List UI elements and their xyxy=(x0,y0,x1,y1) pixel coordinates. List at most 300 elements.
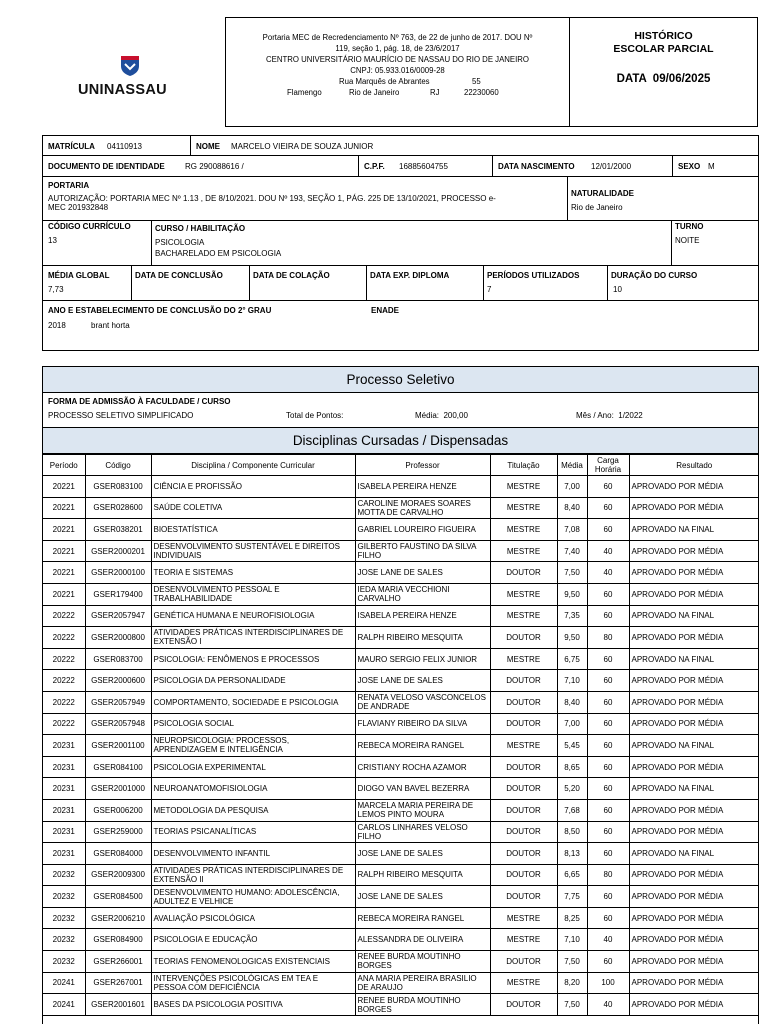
cell-professor: ISABELA PEREIRA HENZE xyxy=(355,605,490,627)
portaria-line-1: Portaria MEC de Recredenciamento Nº 763, de 22 de junho de 2017. DOU Nº xyxy=(262,33,533,42)
document-title-box xyxy=(570,17,758,127)
cell-disciplina: INTERVENÇÕES PSICOLÓGICAS EM TEA E PESSOA COM DEFICIÊNCIA xyxy=(151,972,355,994)
cell-professor: JOSE LANE DE SALES xyxy=(355,886,490,908)
cell-carga-horaria: 40 xyxy=(587,994,629,1016)
curriculo-value: 13 xyxy=(48,236,57,245)
cell-titulacao: DOUTOR xyxy=(490,778,557,800)
conclusao-label: DATA DE CONCLUSÃO xyxy=(135,271,223,280)
cell-resultado: APROVADO POR MÉDIA xyxy=(629,562,759,584)
cell-carga-horaria: 60 xyxy=(587,583,629,605)
naturalidade-value: Rio de Janeiro xyxy=(571,203,623,212)
cell-disciplina: TEORIA E SISTEMAS xyxy=(151,562,355,584)
cell-professor: RALPH RIBEIRO MESQUITA xyxy=(355,864,490,886)
cell-media: 6,65 xyxy=(557,864,587,886)
cell-titulacao: DOUTOR xyxy=(490,843,557,865)
cell-carga-horaria: 60 xyxy=(587,951,629,973)
cell-resultado: APROVADO POR MÉDIA xyxy=(629,799,759,821)
cell-codigo: GSER028600 xyxy=(85,497,151,519)
student-info-box xyxy=(42,135,759,351)
cell-titulacao: DOUTOR xyxy=(490,886,557,908)
cell-disciplina: DESENVOLVIMENTO HUMANO: ADOLESCÊNCIA, ADULTEZ E VELHICE xyxy=(151,886,355,908)
table-row xyxy=(43,605,759,627)
processo-seletivo-section xyxy=(42,366,759,428)
cell-disciplina: NEUROANATOMOFISIOLOGIA xyxy=(151,778,355,800)
portaria-value-line-2: MEC 201932848 xyxy=(48,203,109,212)
street-number: 55 xyxy=(472,77,481,86)
cpf-label: C.P.F. xyxy=(364,162,385,171)
cell-media: 9,50 xyxy=(557,583,587,605)
table-row xyxy=(43,627,759,649)
table-row xyxy=(43,907,759,929)
cell-media: 7,68 xyxy=(557,799,587,821)
segundo-grau-escola: brant horta xyxy=(91,321,130,330)
table-row xyxy=(43,929,759,951)
cell-carga-horaria: 60 xyxy=(587,713,629,735)
institution-name: CENTRO UNIVERSITÁRIO MAURÍCIO DE NASSAU DO RIO DE JANEIRO xyxy=(266,55,529,64)
cell-professor: ISABELA PEREIRA HENZE xyxy=(355,476,490,498)
cell-carga-horaria: 60 xyxy=(587,821,629,843)
cell-carga-horaria: 60 xyxy=(587,886,629,908)
cell-codigo: GSER2000201 xyxy=(85,540,151,562)
cell-codigo: GSER2057947 xyxy=(85,605,151,627)
cep: 22230060 xyxy=(464,88,499,97)
cell-professor: CARLOS LINHARES VELOSO FILHO xyxy=(355,821,490,843)
table-row xyxy=(43,583,759,605)
cell-carga-horaria: 40 xyxy=(587,929,629,951)
cell-codigo: GSER259000 xyxy=(85,821,151,843)
cell-periodo: 20241 xyxy=(43,972,85,994)
divider xyxy=(43,176,758,177)
duracao-label: DURAÇÃO DO CURSO xyxy=(611,271,698,280)
cell-codigo: GSER2000800 xyxy=(85,627,151,649)
forma-admissao-label: FORMA DE ADMISSÃO À FACULDADE / CURSO xyxy=(48,397,231,406)
cell-media: 8,40 xyxy=(557,497,587,519)
cell-resultado: APROVADO POR MÉDIA xyxy=(629,864,759,886)
cell-periodo: 20222 xyxy=(43,691,85,713)
cell-disciplina: TEORIAS PSICANALÍTICAS xyxy=(151,821,355,843)
cell-professor: ALESSANDRA DE OLIVEIRA xyxy=(355,929,490,951)
table-row xyxy=(43,648,759,670)
cell-disciplina: PSICOLOGIA: FENÔMENOS E PROCESSOS xyxy=(151,648,355,670)
sexo-label: SEXO xyxy=(678,162,701,171)
forma-admissao-value: PROCESSO SELETIVO SIMPLIFICADO xyxy=(48,411,194,420)
cell-titulacao: DOUTOR xyxy=(490,821,557,843)
cell-codigo: GSER2009300 xyxy=(85,864,151,886)
cell-carga-horaria: 100 xyxy=(587,972,629,994)
document-title: HISTÓRICO ESCOLAR PARCIAL xyxy=(613,30,714,55)
cell-periodo: 20221 xyxy=(43,540,85,562)
nome-label: NOME xyxy=(196,142,220,151)
uninassau-logo xyxy=(70,52,190,102)
cell-media: 7,00 xyxy=(557,476,587,498)
curso-label: CURSO / HABILITAÇÃO xyxy=(155,224,246,233)
cell-periodo: 20221 xyxy=(43,583,85,605)
cell-resultado: APROVADO POR MÉDIA xyxy=(629,670,759,692)
cell-disciplina: CIÊNCIA E PROFISSÃO xyxy=(151,476,355,498)
cell-resultado: APROVADO POR MÉDIA xyxy=(629,497,759,519)
cell-codigo: GSER2001100 xyxy=(85,735,151,757)
cell-titulacao: MESTRE xyxy=(490,605,557,627)
cell-titulacao: MESTRE xyxy=(490,735,557,757)
table-row xyxy=(43,476,759,498)
cell-resultado: APROVADO NA FINAL xyxy=(629,519,759,541)
segundo-grau-label: ANO E ESTABELECIMENTO DE CONCLUSÃO DO 2° GRAU xyxy=(48,306,272,315)
cell-resultado: APROVADO POR MÉDIA xyxy=(629,476,759,498)
cell-resultado: APROVADO POR MÉDIA xyxy=(629,951,759,973)
cell-professor: JOSE LANE DE SALES xyxy=(355,562,490,584)
cell-resultado: APROVADO NA FINAL xyxy=(629,778,759,800)
cell-codigo: GSER179400 xyxy=(85,583,151,605)
cell-titulacao: DOUTOR xyxy=(490,756,557,778)
cell-periodo: 20232 xyxy=(43,929,85,951)
cell-periodo: 20231 xyxy=(43,735,85,757)
cell-professor: RENEE BURDA MOUTINHO BORGES xyxy=(355,951,490,973)
cell-disciplina: GENÉTICA HUMANA E NEUROFISIOLOGIA xyxy=(151,605,355,627)
cell-carga-horaria: 60 xyxy=(587,605,629,627)
nascimento-label: DATA NASCIMENTO xyxy=(498,162,575,171)
cell-resultado: APROVADO POR MÉDIA xyxy=(629,627,759,649)
cell-titulacao: DOUTOR xyxy=(490,713,557,735)
cell-resultado: APROVADO POR MÉDIA xyxy=(629,994,759,1016)
disciplinas-title: Disciplinas Cursadas / Dispensadas xyxy=(43,428,758,454)
cell-media: 8,50 xyxy=(557,821,587,843)
disciplinas-table xyxy=(43,454,759,1016)
col-resultado: Resultado xyxy=(629,455,759,476)
cell-resultado: APROVADO NA FINAL xyxy=(629,735,759,757)
cell-media: 7,40 xyxy=(557,540,587,562)
cell-media: 9,50 xyxy=(557,627,587,649)
table-row xyxy=(43,951,759,973)
cell-carga-horaria: 40 xyxy=(587,540,629,562)
cell-disciplina: ATIVIDADES PRÁTICAS INTERDISCIPLINARES DE EXTENSÃO II xyxy=(151,864,355,886)
cell-codigo: GSER267001 xyxy=(85,972,151,994)
table-row xyxy=(43,756,759,778)
cell-disciplina: DESENVOLVIMENTO INFANTIL xyxy=(151,843,355,865)
cell-disciplina: METODOLOGIA DA PESQUISA xyxy=(151,799,355,821)
cell-periodo: 20232 xyxy=(43,886,85,908)
cell-professor: RALPH RIBEIRO MESQUITA xyxy=(355,627,490,649)
segundo-grau-ano: 2018 xyxy=(48,321,66,330)
col-periodo: Período xyxy=(43,455,85,476)
cell-media: 7,50 xyxy=(557,562,587,584)
cell-media: 8,40 xyxy=(557,691,587,713)
cell-codigo: GSER006200 xyxy=(85,799,151,821)
habilitacao-value: BACHARELADO EM PSICOLOGIA xyxy=(155,249,282,258)
cell-resultado: APROVADO NA FINAL xyxy=(629,648,759,670)
enade-label: ENADE xyxy=(371,306,400,315)
cell-titulacao: MESTRE xyxy=(490,929,557,951)
cell-professor: GILBERTO FAUSTINO DA SILVA FILHO xyxy=(355,540,490,562)
cell-resultado: APROVADO POR MÉDIA xyxy=(629,756,759,778)
table-row xyxy=(43,713,759,735)
cell-titulacao: MESTRE xyxy=(490,583,557,605)
cell-disciplina: AVALIAÇÃO PSICOLÓGICA xyxy=(151,907,355,929)
total-pontos: Total de Pontos: xyxy=(286,411,344,420)
divider xyxy=(131,265,132,300)
portaria-value-line-1: AUTORIZAÇÃO: PORTARIA MEC Nº 1.13 , DE 8/10/2021. DOU Nº 193, SEÇÃO 1, PÁG. 225 DE 13/10/2021, PROCESSO e- xyxy=(48,194,496,203)
cell-codigo: GSER084500 xyxy=(85,886,151,908)
cell-disciplina: PSICOLOGIA SOCIAL xyxy=(151,713,355,735)
matricula-label: MATRÍCULA xyxy=(48,142,95,151)
cell-codigo: GSER083100 xyxy=(85,476,151,498)
cell-disciplina: BIOESTATÍSTICA xyxy=(151,519,355,541)
cell-disciplina: NEUROPSICOLOGIA: PROCESSOS, APRENDIZAGEM E INTELIGÊNCIA xyxy=(151,735,355,757)
cell-media: 7,00 xyxy=(557,713,587,735)
cell-professor: GABRIEL LOUREIRO FIGUEIRA xyxy=(355,519,490,541)
cell-codigo: GSER2001000 xyxy=(85,778,151,800)
table-row xyxy=(43,691,759,713)
address-row-2 xyxy=(226,87,569,98)
cell-carga-horaria: 60 xyxy=(587,670,629,692)
cell-periodo: 20231 xyxy=(43,821,85,843)
cell-media: 8,65 xyxy=(557,756,587,778)
cell-titulacao: MESTRE xyxy=(490,907,557,929)
brand-name: UNINASSAU xyxy=(78,82,167,98)
divider xyxy=(43,300,758,301)
cell-codigo: GSER266001 xyxy=(85,951,151,973)
sexo-value: M xyxy=(708,162,715,171)
cell-media: 7,10 xyxy=(557,670,587,692)
col-codigo: Código xyxy=(85,455,151,476)
state: RJ xyxy=(430,88,440,97)
institution-header xyxy=(225,17,570,127)
cell-carga-horaria: 60 xyxy=(587,843,629,865)
cell-codigo: GSER038201 xyxy=(85,519,151,541)
table-row xyxy=(43,540,759,562)
cell-disciplina: ATIVIDADES PRÁTICAS INTERDISCIPLINARES DE EXTENSÃO I xyxy=(151,627,355,649)
cell-titulacao: MESTRE xyxy=(490,648,557,670)
cell-professor: REBECA MOREIRA RANGEL xyxy=(355,735,490,757)
cell-carga-horaria: 80 xyxy=(587,864,629,886)
table-header-row xyxy=(43,455,759,476)
cell-professor: ANA MARIA PEREIRA BRASILIO DE ARAUJO xyxy=(355,972,490,994)
table-row xyxy=(43,864,759,886)
cell-periodo: 20231 xyxy=(43,778,85,800)
cell-carga-horaria: 40 xyxy=(587,562,629,584)
divider xyxy=(567,176,568,220)
cell-media: 7,50 xyxy=(557,994,587,1016)
cell-disciplina: BASES DA PSICOLOGIA POSITIVA xyxy=(151,994,355,1016)
district: Flamengo xyxy=(287,88,322,97)
divider xyxy=(43,155,758,156)
cell-codigo: GSER083700 xyxy=(85,648,151,670)
divider xyxy=(672,155,673,176)
cell-professor: JOSE LANE DE SALES xyxy=(355,670,490,692)
divider xyxy=(671,220,672,265)
col-titulacao: Titulação xyxy=(490,455,557,476)
cell-codigo: GSER2000100 xyxy=(85,562,151,584)
address-row-1 xyxy=(226,76,569,87)
cell-professor: IEDA MARIA VECCHIONI CARVALHO xyxy=(355,583,490,605)
cell-media: 5,20 xyxy=(557,778,587,800)
cell-professor: MAURO SERGIO FELIX JUNIOR xyxy=(355,648,490,670)
doc-value: RG 290088616 / xyxy=(185,162,244,171)
cell-disciplina: TEORIAS FENOMENOLOGICAS EXISTENCIAIS xyxy=(151,951,355,973)
periodos-value: 7 xyxy=(487,285,492,294)
cell-titulacao: DOUTOR xyxy=(490,670,557,692)
periodos-label: PERÍODOS UTILIZADOS xyxy=(487,271,580,280)
table-row xyxy=(43,778,759,800)
cell-carga-horaria: 60 xyxy=(587,519,629,541)
duracao-value: 10 xyxy=(613,285,622,294)
divider xyxy=(607,265,608,300)
cell-carga-horaria: 60 xyxy=(587,497,629,519)
cell-periodo: 20231 xyxy=(43,799,85,821)
divider xyxy=(151,220,152,265)
colacao-label: DATA DE COLAÇÃO xyxy=(253,271,330,280)
cell-carga-horaria: 60 xyxy=(587,476,629,498)
table-row xyxy=(43,886,759,908)
street: Rua Marquês de Abrantes xyxy=(339,77,430,86)
cell-carga-horaria: 60 xyxy=(587,648,629,670)
cell-carga-horaria: 60 xyxy=(587,735,629,757)
cell-disciplina: DESENVOLVIMENTO PESSOAL E TRABALHABILIDADE xyxy=(151,583,355,605)
cell-titulacao: DOUTOR xyxy=(490,691,557,713)
cell-media: 8,13 xyxy=(557,843,587,865)
cell-resultado: APROVADO POR MÉDIA xyxy=(629,886,759,908)
cell-codigo: GSER2057948 xyxy=(85,713,151,735)
cell-resultado: APROVADO NA FINAL xyxy=(629,843,759,865)
cell-codigo: GSER2006210 xyxy=(85,907,151,929)
cell-professor: CRISTIANY ROCHA AZAMOR xyxy=(355,756,490,778)
table-row xyxy=(43,972,759,994)
table-row xyxy=(43,994,759,1016)
col-disciplina: Disciplina / Componente Curricular xyxy=(151,455,355,476)
table-row xyxy=(43,843,759,865)
diploma-label: DATA EXP. DIPLOMA xyxy=(370,271,450,280)
issue-date: DATA 09/06/2025 xyxy=(616,73,711,85)
portaria-line-2: 119, seção 1, pág. 18, de 23/6/2017 xyxy=(335,44,460,53)
cell-periodo: 20222 xyxy=(43,670,85,692)
cell-professor: MARCELA MARIA PEREIRA DE LEMOS PINTO MOURA xyxy=(355,799,490,821)
media-global-value: 7,73 xyxy=(48,285,64,294)
cell-codigo: GSER2001601 xyxy=(85,994,151,1016)
cell-media: 8,20 xyxy=(557,972,587,994)
cell-professor: RENEE BURDA MOUTINHO BORGES xyxy=(355,994,490,1016)
matricula-value: 04110913 xyxy=(107,142,142,151)
city: Rio de Janeiro xyxy=(349,88,400,97)
cell-disciplina: PSICOLOGIA E EDUCAÇÃO xyxy=(151,929,355,951)
cell-titulacao: DOUTOR xyxy=(490,799,557,821)
curso-value: PSICOLOGIA xyxy=(155,238,205,247)
cell-codigo: GSER2057949 xyxy=(85,691,151,713)
cell-disciplina: COMPORTAMENTO, SOCIEDADE E PSICOLOGIA xyxy=(151,691,355,713)
col-media: Média xyxy=(557,455,587,476)
cell-titulacao: DOUTOR xyxy=(490,994,557,1016)
cell-titulacao: MESTRE xyxy=(490,519,557,541)
cell-codigo: GSER084100 xyxy=(85,756,151,778)
table-row xyxy=(43,821,759,843)
doc-label: DOCUMENTO DE IDENTIDADE xyxy=(48,162,165,171)
media-global-label: MÉDIA GLOBAL xyxy=(48,271,110,280)
cell-media: 7,10 xyxy=(557,929,587,951)
cell-disciplina: PSICOLOGIA DA PERSONALIDADE xyxy=(151,670,355,692)
cell-disciplina: SAÚDE COLETIVA xyxy=(151,497,355,519)
cell-carga-horaria: 60 xyxy=(587,778,629,800)
cell-professor: FLAVIANY RIBEIRO DA SILVA xyxy=(355,713,490,735)
cell-professor: JOSE LANE DE SALES xyxy=(355,843,490,865)
cell-titulacao: DOUTOR xyxy=(490,864,557,886)
table-row xyxy=(43,497,759,519)
cnpj: CNPJ: 05.933.016/0009-28 xyxy=(350,66,445,75)
divider xyxy=(190,136,191,155)
cell-professor: DIOGO VAN BAVEL BEZERRA xyxy=(355,778,490,800)
processo-media: Média: 200,00 xyxy=(415,411,468,420)
cell-periodo: 20231 xyxy=(43,756,85,778)
cell-resultado: APROVADO POR MÉDIA xyxy=(629,691,759,713)
cell-media: 7,75 xyxy=(557,886,587,908)
cell-media: 7,35 xyxy=(557,605,587,627)
cell-periodo: 20232 xyxy=(43,907,85,929)
cell-codigo: GSER084000 xyxy=(85,843,151,865)
cell-periodo: 20232 xyxy=(43,864,85,886)
table-row xyxy=(43,670,759,692)
cell-disciplina: DESENVOLVIMENTO SUSTENTÁVEL E DIREITOS INDIVIDUAIS xyxy=(151,540,355,562)
cell-titulacao: MESTRE xyxy=(490,476,557,498)
portaria-label: PORTARIA xyxy=(48,181,90,190)
divider xyxy=(249,265,250,300)
cell-titulacao: MESTRE xyxy=(490,972,557,994)
mes-ano: Mês / Ano: 1/2022 xyxy=(576,411,643,420)
table-row xyxy=(43,735,759,757)
naturalidade-label: NATURALIDADE xyxy=(571,189,634,198)
cell-disciplina: PSICOLOGIA EXPERIMENTAL xyxy=(151,756,355,778)
cell-media: 8,25 xyxy=(557,907,587,929)
cell-titulacao: MESTRE xyxy=(490,540,557,562)
curriculo-label: CÓDIGO CURRÍCULO xyxy=(48,222,131,231)
cell-periodo: 20221 xyxy=(43,562,85,584)
turno-label: TURNO xyxy=(675,222,704,231)
cell-titulacao: MESTRE xyxy=(490,497,557,519)
cell-carga-horaria: 60 xyxy=(587,907,629,929)
table-row xyxy=(43,562,759,584)
cell-titulacao: DOUTOR xyxy=(490,627,557,649)
cell-periodo: 20221 xyxy=(43,476,85,498)
cell-titulacao: DOUTOR xyxy=(490,951,557,973)
cell-resultado: APROVADO POR MÉDIA xyxy=(629,929,759,951)
turno-value: NOITE xyxy=(675,236,700,245)
table-row xyxy=(43,799,759,821)
cell-media: 7,08 xyxy=(557,519,587,541)
cell-periodo: 20231 xyxy=(43,843,85,865)
cell-resultado: APROVADO POR MÉDIA xyxy=(629,540,759,562)
cell-periodo: 20222 xyxy=(43,713,85,735)
nome-value: MARCELO VIEIRA DE SOUZA JUNIOR xyxy=(231,142,374,151)
cell-periodo: 20222 xyxy=(43,627,85,649)
cell-professor: RENATA VELOSO VASCONCELOS DE ANDRADE xyxy=(355,691,490,713)
cell-carga-horaria: 60 xyxy=(587,756,629,778)
table-row xyxy=(43,519,759,541)
cell-resultado: APROVADO POR MÉDIA xyxy=(629,907,759,929)
cell-media: 5,45 xyxy=(557,735,587,757)
divider xyxy=(492,155,493,176)
cell-codigo: GSER084900 xyxy=(85,929,151,951)
cell-periodo: 20222 xyxy=(43,605,85,627)
cell-codigo: GSER2000600 xyxy=(85,670,151,692)
cell-media: 7,50 xyxy=(557,951,587,973)
cell-titulacao: DOUTOR xyxy=(490,562,557,584)
divider xyxy=(366,265,367,300)
cell-carga-horaria: 80 xyxy=(587,627,629,649)
divider xyxy=(43,265,758,266)
col-professor: Professor xyxy=(355,455,490,476)
cell-resultado: APROVADO POR MÉDIA xyxy=(629,972,759,994)
cell-carga-horaria: 60 xyxy=(587,691,629,713)
cell-resultado: APROVADO NA FINAL xyxy=(629,605,759,627)
cell-resultado: APROVADO POR MÉDIA xyxy=(629,821,759,843)
disciplinas-section xyxy=(42,427,759,1024)
nascimento-value: 12/01/2000 xyxy=(591,162,632,171)
